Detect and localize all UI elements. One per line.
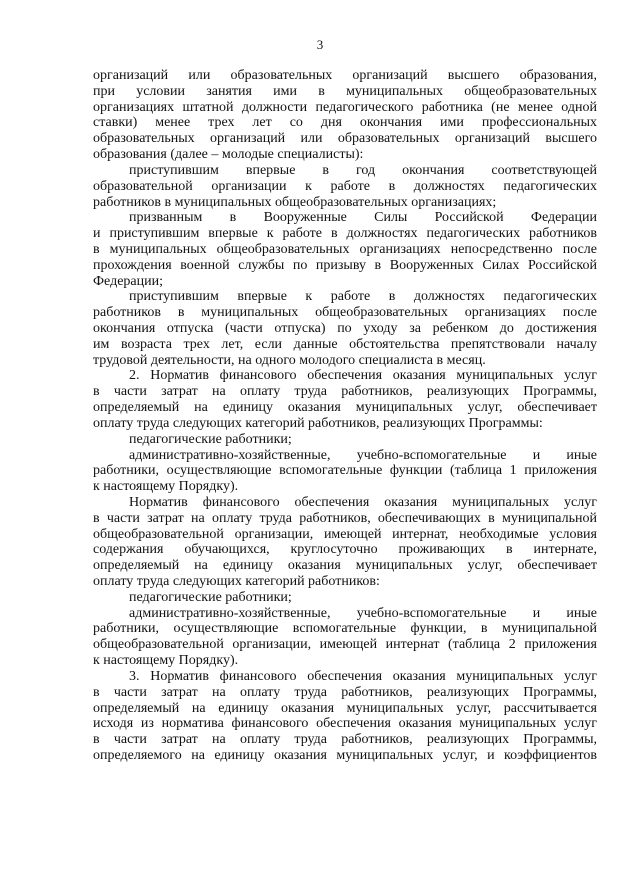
text-line: исходя из норматива финансового обеспечения оказания муниципальных услуг: [93, 716, 597, 732]
text-line: прохождения военной службы по призыву в Вооруженных Силах Российской: [93, 257, 597, 273]
text-line: при условии занятия ими в муниципальных общеобразовательных: [93, 83, 597, 99]
text-line: к настоящему Порядку).: [93, 479, 239, 495]
text-line: оплату труда следующих категорий работников:: [93, 574, 380, 589]
text-line: оплату труда следующих категорий работников, реализующих Программы:: [93, 415, 543, 431]
text-line: 3. Норматив финансового обеспечения оказания муниципальных услуг: [129, 668, 597, 684]
text-line: педагогические работники;: [129, 431, 292, 447]
text-line: определяемый на единицу оказания муниципальных услуг, обеспечивает: [93, 400, 597, 416]
document-body: [93, 68, 597, 764]
page-number: 3: [316, 37, 324, 52]
text-line: 2. Норматив финансового обеспечения оказания муниципальных услуг: [129, 368, 597, 384]
text-line: им возраста трех лет, если данные обстоятельства препятствовали началу: [93, 336, 597, 352]
text-line: окончания отпуска (части отпуска) по уходу за ребенком до достижения: [93, 321, 597, 336]
text-line: в части затрат на оплату труда работников, реализующих Программы,: [93, 684, 597, 700]
text-line: работники, осуществляющие вспомогательные функции, в муниципальной: [93, 621, 597, 637]
text-line: образовательной организации к работе в должностях педагогических: [93, 178, 597, 194]
text-line: в части затрат на оплату труда работников, обеспечивающих в муниципальной: [93, 510, 597, 526]
text-line: административно-хозяйственные, учебно-вспомогательные и иные: [129, 605, 597, 621]
text-line: организациях штатной должности педагогического работника (не менее одной: [93, 99, 597, 115]
text-line: трудовой деятельности, на одного молодого специалиста в месяц.: [93, 352, 486, 368]
text-line: работников в муниципальных общеобразовательных организациях после: [93, 305, 597, 321]
text-line: ставки) менее трех лет со дня окончания ими профессиональных: [93, 115, 597, 131]
text-line: образования (далее – молодые специалисты):: [93, 147, 364, 163]
text-line: образовательных организаций или образовательных организаций высшего: [93, 131, 597, 147]
text-line: призванным в Вооруженные Силы Российской Федерации: [129, 210, 597, 226]
text-line: определяемого на единицу оказания муниципальных услуг, и коэффициентов: [93, 747, 597, 763]
text-line: в части затрат на оплату труда работников, реализующих Программы,: [93, 384, 597, 400]
text-line: и приступившим впервые к работе в должностях педагогических работников: [93, 226, 597, 242]
text-line: работники, осуществляющие вспомогательные функции (таблица 1 приложения: [93, 463, 597, 479]
text-line: Федерации;: [93, 273, 164, 289]
text-line: общеобразовательной организации, имеющей интернат (таблица 2 приложения: [93, 637, 597, 653]
text-line: в части затрат на оплату труда работников, реализующих Программы,: [93, 732, 597, 748]
text-line: определяемый на единицу оказания муниципальных услуг, рассчитывается: [93, 700, 597, 716]
text-line: в муниципальных общеобразовательных организациях непосредственно после: [93, 241, 597, 257]
text-line: педагогические работники;: [129, 589, 292, 605]
text-line: приступившим впервые в год окончания соответствующей: [129, 162, 597, 178]
text-line: приступившим впервые к работе в должностях педагогических: [129, 289, 597, 305]
text-line: организаций или образовательных организаций высшего образования,: [93, 68, 597, 83]
text-line: содержания обучающихся, круглосуточно проживающих в интернате,: [93, 542, 597, 558]
text-line: работников в муниципальных общеобразовательных организациях;: [93, 194, 497, 210]
text-line: определяемый на единицу оказания муниципальных услуг, обеспечивает: [93, 558, 597, 574]
text-line: административно-хозяйственные, учебно-вспомогательные и иные: [129, 447, 597, 463]
text-line: общеобразовательной организации, имеющей интернат, необходимые условия: [93, 526, 597, 542]
text-line: Норматив финансового обеспечения оказания муниципальных услуг: [129, 494, 597, 510]
text-line: к настоящему Порядку).: [93, 653, 239, 669]
